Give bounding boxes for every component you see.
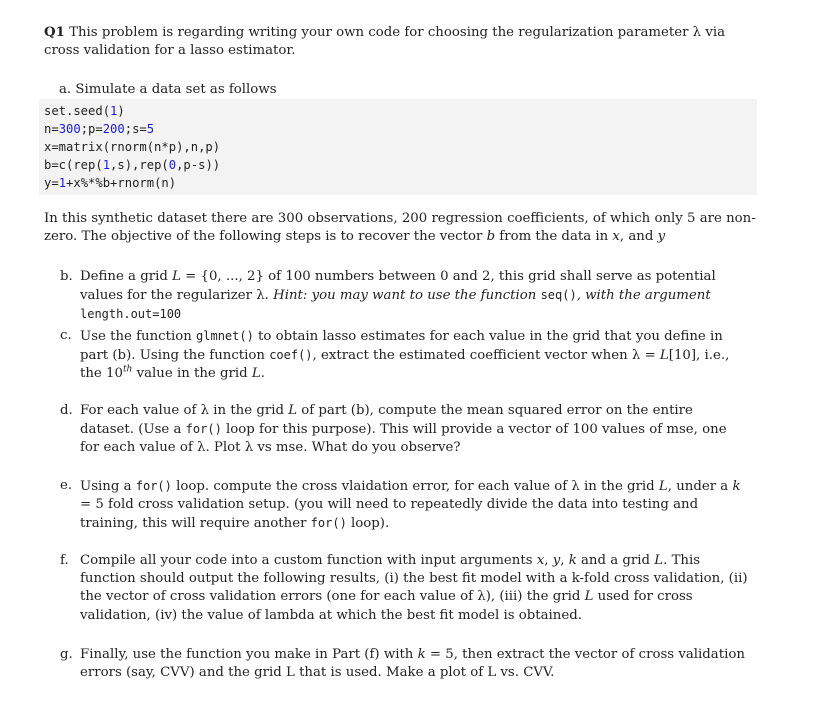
part-a bbox=[59, 81, 277, 99]
part-b-label: b. bbox=[60, 269, 73, 284]
part-g: g. Finally, use the function you make in Part (f) with k = 5, then extract the vector of cross validation errors (say, CVV) and the grid L that is used. Make a plot of L vs. CVV. bbox=[60, 647, 745, 681]
part-c: c. Use the function glmnet() to obtain lasso estimates for each value in the grid that you define in part (b). Using the function coef(), extract the estimated coefficient vector when λ = L[10], i.e., the 10th value in the grid L. bbox=[60, 328, 730, 382]
part-e-label: e. bbox=[60, 478, 73, 493]
part-a-text: Simulate a data set as follows bbox=[75, 82, 277, 97]
code-line-3: x=matrix(rnorm(n*p),n,p) bbox=[44, 140, 221, 154]
code-line-1: set.seed(1) bbox=[44, 104, 125, 118]
code-line-2: n=300;p=200;s=5 bbox=[44, 122, 155, 136]
part-f: f. Compile all your code into a custom function with input arguments x, y, k and a grid L. This function should output the following results, (i) the best fit model with a k-fold cross validation, (ii) the vector of cross validation errors (one for each value of λ), (iii) the grid L used for cross validation, (iv) the value of lambda at which the best fit model is obtained. bbox=[60, 553, 748, 623]
part-d: d. For each value of λ in the grid L of part (b), compute the mean squared error on the entire dataset. (Use a for() loop for this purpose). This will provide a vector of 100 values of mse, one for each value of λ. Plot λ vs mse. What do you observe? bbox=[60, 403, 727, 456]
part-g-label: g. bbox=[60, 647, 73, 662]
question-text: This problem is regarding writing your own code for choosing the regularization parameter λ via cross validation for a lasso estimator. bbox=[44, 25, 726, 59]
part-b: b. Define a grid L = {0, ..., 2} of 100 numbers between 0 and 2, this grid shall serve as potential values for the regularizer λ. Hint: you may want to use the function seq(), with the argument length.out=100 bbox=[60, 269, 716, 322]
part-f-label: f. bbox=[60, 553, 69, 568]
part-c-label: c. bbox=[60, 328, 72, 343]
code-line-4: b=c(rep(1,s),rep(0,p-s)) bbox=[44, 158, 221, 172]
question-label: Q1 bbox=[44, 25, 65, 40]
part-e: e. Using a for() loop. compute the cross vlaidation error, for each value of λ in the grid L, under a k = 5 fold cross validation setup. (you will need to repeatedly divide the data into testing and training, this will require another for() loop). bbox=[60, 478, 741, 532]
question-heading bbox=[44, 24, 756, 60]
part-a-label: a. bbox=[59, 82, 72, 97]
intro-paragraph: In this synthetic dataset there are 300 observations, 200 regression coefficients, of which only 5 are non-zero. The objective of the following steps is to recover the vector b from the data in x, and y bbox=[44, 211, 756, 245]
code-block bbox=[39, 99, 757, 195]
code-line-5: y=1+x%*%b+rnorm(n) bbox=[44, 176, 177, 190]
part-d-label: d. bbox=[60, 403, 73, 418]
